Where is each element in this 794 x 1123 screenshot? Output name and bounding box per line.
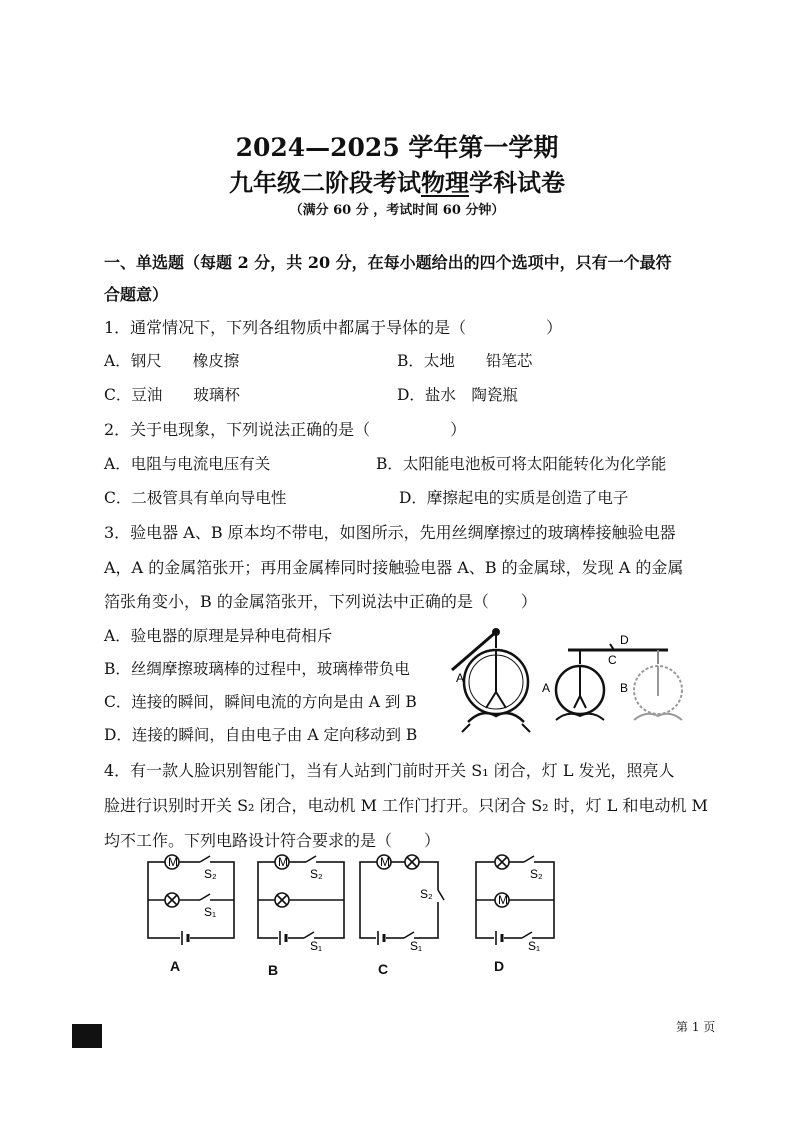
q1-stem: 1．通常情况下，下列各组物质中都属于导体的是（ ） [104, 318, 563, 337]
q2-stem: 2．关于电现象，下列说法正确的是（ ） [104, 420, 467, 439]
q1-option-d: D．盐水 陶瓷瓶 [397, 386, 518, 404]
circuit-d [472, 852, 568, 952]
fig-label-a1: A [456, 671, 465, 685]
q1-option-b: B．太地 铅笔芯 [397, 352, 533, 370]
q3-stem-line1: 3．验电器 A、B 原本均不带电，如图所示，先用丝绸摩擦过的玻璃棒接触验电器 [104, 523, 676, 542]
page-number: 第 1 页 [676, 1020, 716, 1034]
circuit-d-label: D [494, 958, 505, 974]
fig-label-a2: A [542, 681, 551, 695]
circuit-b [254, 852, 350, 952]
motor-label: M [168, 855, 178, 869]
q4-stem-line3: 均不工作。下列电路设计符合要求的是（ ） [104, 831, 441, 850]
q4-stem-line1: 4．有一款人脸识别智能门，当有人站到门前时开关 S₁ 闭合，灯 L 发光，照亮人 [104, 761, 675, 780]
q4-stem-line2: 脸进行识别时开关 S₂ 闭合，电动机 M 工作门打开。只闭合 S₂ 时，灯 L 和电动机 M [104, 796, 708, 815]
fig-label-c: C [608, 653, 617, 667]
q3-stem-line2: A，A 的金属箔张开；再用金属棒同时接触验电器 A、B 的金属球，发现 A 的金属 [104, 558, 684, 577]
page-corner-block [72, 1024, 102, 1048]
circuit-d-s2: S₂ [530, 867, 543, 881]
circuit-b-s2: S₂ [310, 867, 323, 881]
q3-option-d: D．连接的瞬间，自由电子由 A 定向移动到 B [104, 726, 418, 744]
q2-option-d: D．摩擦起电的实质是创造了电子 [399, 489, 629, 507]
circuit-d-s1: S₁ [528, 939, 541, 952]
exam-title-year: 2024—2025 学年第一学期 [235, 133, 559, 162]
circuit-c-label: C [378, 961, 389, 977]
motor-label: M [380, 855, 390, 869]
q3-option-a: A．验电器的原理是异种电荷相斥 [104, 627, 333, 645]
title-prefix: 九年级二阶段考试 [229, 168, 421, 197]
circuit-c-s2: S₂ [420, 887, 433, 901]
circuit-a [144, 852, 240, 952]
q3-option-c: C．连接的瞬间，瞬间电流的方向是由 A 到 B [104, 693, 417, 711]
title-subject: 物理 [421, 168, 469, 197]
circuit-a-s2: S₂ [204, 867, 217, 881]
q1-option-a: A．钢尺 橡皮擦 [104, 352, 240, 370]
circuit-a-s1: S₁ [204, 905, 217, 919]
electroscope-figure [440, 622, 710, 740]
q2-option-b: B．太阳能电池板可将太阳能转化为化学能 [376, 455, 667, 473]
exam-subtitle: （满分 60 分 ，考试时间 60 分钟） [289, 203, 505, 218]
circuit-a-label: A [170, 958, 181, 974]
exam-title-main [0, 163, 794, 198]
q2-option-c: C．二极管具有单向导电性 [104, 489, 287, 507]
q1-option-c: C．豆油 玻璃杯 [104, 386, 240, 404]
motor-label: M [498, 893, 508, 907]
section-heading-line1: 一、单选题（每题 2 分，共 20 分，在每小题给出的四个选项中，只有一个最符 [104, 253, 672, 272]
circuit-c-s1: S₁ [410, 939, 423, 952]
q2-option-a: A．电阻与电流电压有关 [104, 455, 271, 473]
fig-label-b: B [620, 681, 629, 695]
circuit-b-s1: S₁ [310, 939, 323, 952]
q3-option-b: B．丝绸摩擦玻璃棒的过程中，玻璃棒带负电 [104, 660, 410, 678]
section-heading-line2: 合题意） [104, 285, 169, 304]
fig-label-d: D [620, 633, 629, 647]
q3-stem-line3: 箔张角变小，B 的金属箔张开，下列说法中正确的是（ ） [104, 592, 537, 611]
circuit-c [356, 852, 452, 952]
circuit-b-label: B [268, 962, 279, 978]
title-suffix: 学科试卷 [469, 168, 565, 197]
motor-label: M [278, 855, 288, 869]
